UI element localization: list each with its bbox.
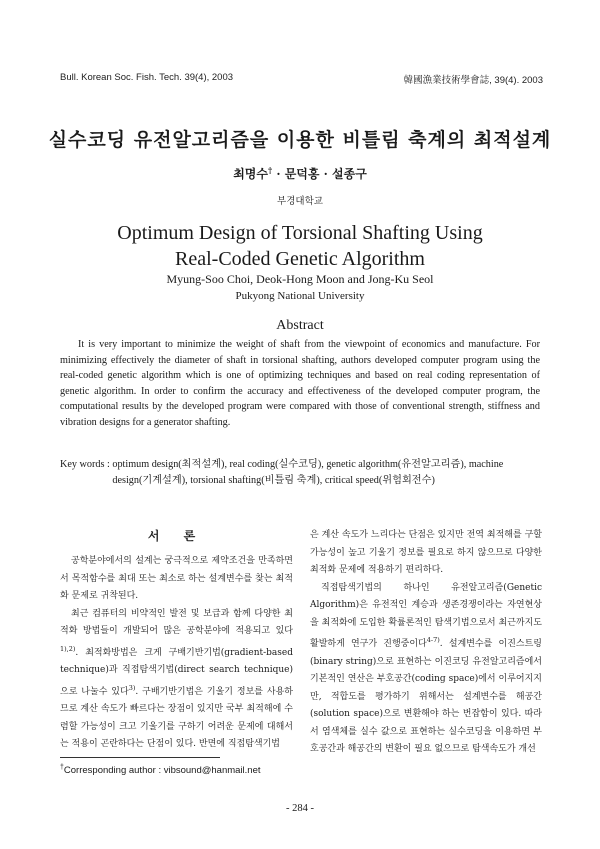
footnote-rule <box>60 757 220 758</box>
english-title-line1: Optimum Design of Torsional Shafting Using <box>117 222 483 244</box>
section-heading-introduction: 서 론 <box>147 529 206 543</box>
left-p2-part-a: 최근 컴퓨터의 비약적인 발전 및 보급과 함께 다양한 최적화 방법들이 개발되어 많은 공학분야에 적용되고 있다 <box>60 608 293 636</box>
korean-affiliation: 부경대학교 <box>277 196 323 207</box>
right-paragraph-2 <box>310 580 542 759</box>
korean-title: 실수코딩 유전알고리즘을 이용한 비틀림 축계의 최적설계 <box>48 129 552 151</box>
left-p2-part-c: . 구배기반기법은 기울기 정보를 사용하므로 계산 속도가 빠르다는 장점이 있지만 국부 최적해에 수렴할 가능성이 크고 기울기를 구하기 어려운 문제에 대해서는 적용이 곤란하다는 단점이 있다. 반면에 직접탐색기법 <box>60 686 293 749</box>
footnote <box>60 764 261 776</box>
left-paragraph-1: 공학분야에서의 설계는 궁극적으로 제약조건을 만족하면서 목적함수를 최대 또는 최소로 하는 설계변수를 찾는 최적화 문제로 귀착된다. <box>60 556 293 601</box>
footnote-mark: † <box>60 764 64 771</box>
korean-authors <box>0 165 600 182</box>
korean-authors-text <box>233 167 367 181</box>
page-number: - 284 - <box>286 803 314 814</box>
right-p2-part-a: 직접탐색기법의 하나인 유전알고리즘(Genetic Algorithm)은 유전적인 계승과 생존경쟁이라는 자연현상을 최적화에 도입한 확률론적인 탐색기법으로서 최근까지도 활발하게 연구가 진행중이다 <box>310 582 542 649</box>
english-title-line2: Real-Coded Genetic Algorithm <box>175 248 425 270</box>
english-title <box>0 220 600 272</box>
korean-author-first: 최명수 <box>233 167 268 181</box>
english-authors: Myung-Soo Choi, Deok-Hong Moon and Jong-Ku Seol <box>166 272 434 286</box>
footnote-text: Corresponding author : vibsound@hanmail.net <box>63 765 261 777</box>
journal-header-left: Bull. Korean Soc. Fish. Tech. 39(4), 2003 <box>60 72 234 83</box>
english-affiliation: Pukyong National University <box>235 290 365 302</box>
abstract-heading: Abstract <box>276 318 324 333</box>
korean-authors-rest: · 문덕홍 · 설종구 <box>272 167 367 181</box>
keywords-label: Key words : <box>60 459 113 470</box>
keywords-text: optimum design(최적설계), real coding(실수코딩), genetic algorithm(유전알고리즘), machine design(기계설계), torsional shafting(비틀림 축계), critical speed(위험회전수) <box>112 459 504 486</box>
left-p2-ref-a: 1),2) <box>60 644 76 653</box>
left-column <box>60 553 293 754</box>
left-p2-ref-b: 3) <box>128 683 136 692</box>
abstract-text: It is very important to minimize the weight of shaft from the viewpoint of economics and manufacture. For minimizing effectively the diameter of shaft in torsional shafting, authors developed computer program using the real-coded genetic algorithm which is one of optimizing techniques and based on real coding representation of genetic algorithm. In order to confirm the accuracy and effectiveness of the developed computer program, the computational results by the developed program were compared with those of conventional strength, stiffness and vibration designs for a generator shafting. <box>60 339 540 428</box>
left-paragraph-2 <box>60 606 293 754</box>
right-paragraph-1: 은 계산 속도가 느리다는 단점은 있지만 전역 최적해를 구할 가능성이 높고 기울기 정보를 필요로 하지 않으므로 다양한 최적화 문제에 적용하기 편리하다. <box>310 530 542 575</box>
right-p2-part-b: . 설계변수를 이진스트링(binary string)으로 표현하는 이진코딩 유전알고리즘에서 기본적인 연산은 부호공간(coding space)에서 이루어지지만, 적합도를 평가하기 위해서는 설계변수를 해공간(solution space)으로 변환해야 하는 번잡함이 있다. 따라서 염색체를 실수 값으로 표현하는 실수코딩을 이용하면 부호공간과 해공간의 변환이 필요 없으므로 탐색속도가 개선 <box>310 639 542 754</box>
journal-header-right: 韓國漁業技術學會誌, 39(4). 2003 <box>403 75 543 86</box>
keywords <box>60 457 540 489</box>
right-column <box>310 527 542 759</box>
right-p2-ref-a: 4-7) <box>426 636 440 644</box>
corresponding-author-mark: † <box>267 165 273 175</box>
left-p2-part-b: . 최적화방법은 크게 구배기반기법(gradient-based technique)과 직접탐색기법(direct search technique)으로 나눌수 있다 <box>60 647 293 697</box>
